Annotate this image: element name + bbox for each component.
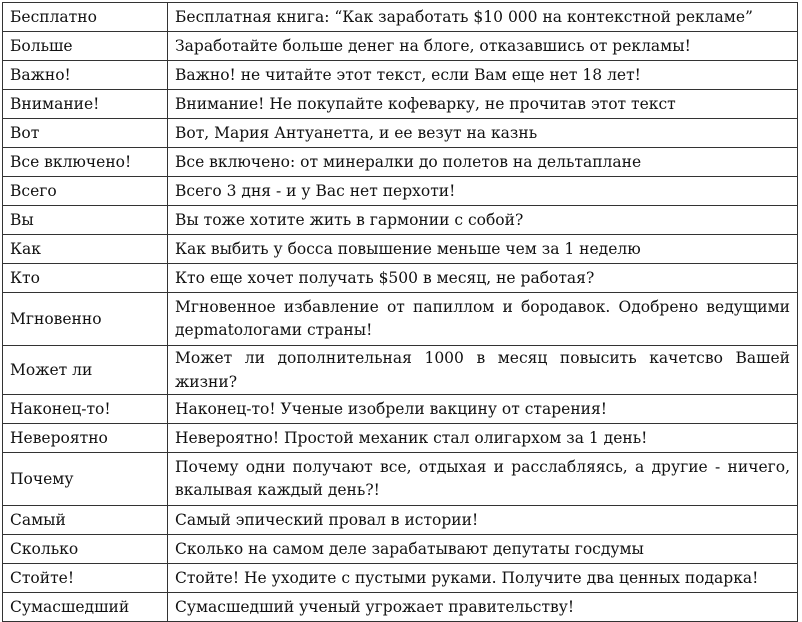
table-row: [3, 293, 798, 346]
word-cell: Вот: [3, 119, 168, 148]
word-cell: Сумасшедший: [3, 593, 168, 622]
table-row: [3, 177, 798, 206]
word-cell: Сколько: [3, 535, 168, 564]
word-cell: Всего: [3, 177, 168, 206]
word-cell: Невероятно: [3, 424, 168, 453]
table-row: [3, 593, 798, 622]
table-row: [3, 235, 798, 264]
example-cell: Почему одни получают все, отдыхая и расслабляясь, а другие - ничего, вкалывая каждый день?!: [168, 453, 798, 506]
example-cell: Сумасшедший ученый угрожает правительству!: [168, 593, 798, 622]
example-cell: Сколько на самом деле зарабатывают депутаты госдумы: [168, 535, 798, 564]
example-cell: Бесплатная книга: “Как заработать $10 000 на контекстной рекламе”: [168, 3, 798, 32]
word-cell: Стойте!: [3, 564, 168, 593]
table-row: [3, 32, 798, 61]
table-row: [3, 90, 798, 119]
word-cell: Самый: [3, 506, 168, 535]
example-cell: Мгновенное избавление от папиллом и бородавок. Одобрено ведущими дерmatологами страны!: [168, 293, 798, 346]
table-row: [3, 3, 798, 32]
word-cell: Бесплатно: [3, 3, 168, 32]
table-row: [3, 424, 798, 453]
example-cell: Как выбить у босса повышение меньше чем за 1 неделю: [168, 235, 798, 264]
example-cell: Всего 3 дня - и у Вас нет перхоти!: [168, 177, 798, 206]
example-cell: Стойте! Не уходите с пустыми руками. Получите два ценных подарка!: [168, 564, 798, 593]
table-row: [3, 264, 798, 293]
word-cell: Может ли: [3, 346, 168, 395]
table-row: [3, 506, 798, 535]
example-cell: Наконец-то! Ученые изобрели вакцину от старения!: [168, 395, 798, 424]
example-cell: Важно! не читайте этот текст, если Вам еще нет 18 лет!: [168, 61, 798, 90]
table-row: [3, 206, 798, 235]
headline-words-table: [2, 2, 798, 622]
table-row: [3, 119, 798, 148]
word-cell: Мгновенно: [3, 293, 168, 346]
word-cell: Вы: [3, 206, 168, 235]
table-row: [3, 148, 798, 177]
example-cell: Все включено: от минералки до полетов на дельтаплане: [168, 148, 798, 177]
example-cell: Вот, Мария Антуанетта, и ее везут на казнь: [168, 119, 798, 148]
table-row: [3, 564, 798, 593]
example-cell: Вы тоже хотите жить в гармонии с собой?: [168, 206, 798, 235]
table-row: [3, 346, 798, 395]
example-cell: Может ли дополнительная 1000 в месяц повысить качетсво Вашей жизни?: [168, 346, 798, 395]
table-row: [3, 453, 798, 506]
word-cell: Почему: [3, 453, 168, 506]
word-cell: Внимание!: [3, 90, 168, 119]
word-cell: Наконец-то!: [3, 395, 168, 424]
word-cell: Как: [3, 235, 168, 264]
table-row: [3, 535, 798, 564]
table-row: [3, 395, 798, 424]
example-cell: Самый эпический провал в истории!: [168, 506, 798, 535]
example-cell: Внимание! Не покупайте кофеварку, не прочитав этот текст: [168, 90, 798, 119]
word-cell: Все включено!: [3, 148, 168, 177]
word-cell: Кто: [3, 264, 168, 293]
example-cell: Кто еще хочет получать $500 в месяц, не работая?: [168, 264, 798, 293]
example-cell: Заработайте больше денег на блоге, отказавшись от рекламы!: [168, 32, 798, 61]
word-cell: Важно!: [3, 61, 168, 90]
example-cell: Невероятно! Простой механик стал олигархом за 1 день!: [168, 424, 798, 453]
word-cell: Больше: [3, 32, 168, 61]
table-row: [3, 61, 798, 90]
